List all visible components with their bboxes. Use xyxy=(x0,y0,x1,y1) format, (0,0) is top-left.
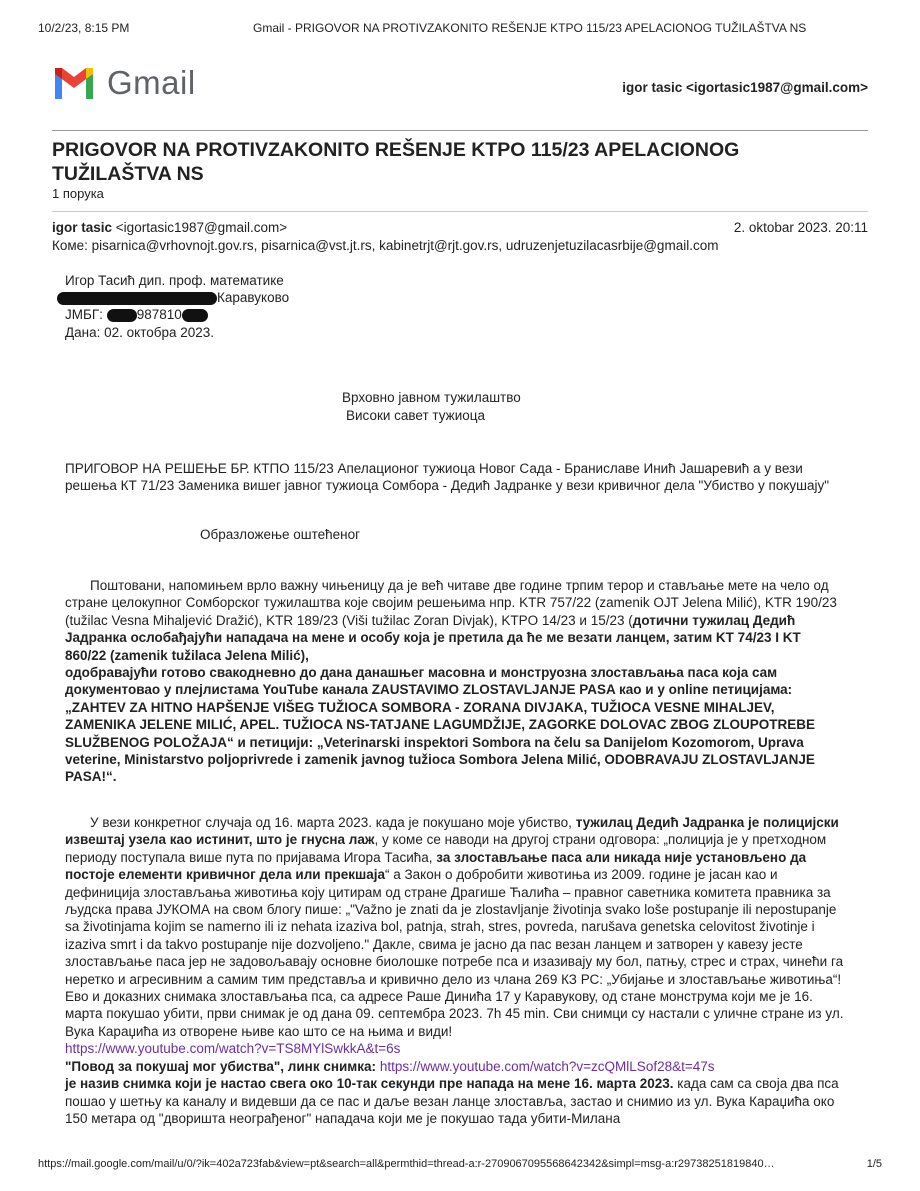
p2-text-c: , у коме се наводи на другој страни одговора: „полиција је у претходном периоду поступала више пута по пријавама Игора Тасића, xyxy=(65,832,827,865)
message-date: 2. oktobar 2023. 20:11 xyxy=(733,220,868,235)
recipients-line: Коме: pisarnica@vrhovnojt.gov.rs, pisarnica@vst.jt.rs, kabinetrjt@rjt.gov.rs, udruzenjetuzilacasrbije@gmail.com xyxy=(52,238,719,253)
youtube-link-1[interactable]: https://www.youtube.com/watch?v=TS8MYlSwkkA&t=6s xyxy=(65,1041,401,1057)
message-divider xyxy=(52,211,868,212)
print-date: 10/2/23, 8:15 PM xyxy=(38,21,130,35)
p2-text-a: У вези конкретног случаја од 16. марта 2023. када је покушано моје убиство, xyxy=(90,815,576,830)
p2-bold-b: тужилац Дедић Јадранка је полицијски извештај узела као истинит, што је гнусна лаж xyxy=(65,815,839,848)
p2-bold-h: је назив снимка који је настао свега око 10-так секунди пре напада на мене 16. марта 2023. xyxy=(65,1076,674,1092)
p1-bold-2: одобравајући готово свакодневно до дана данашњег масовна и монструозна злостављања паса која сам документовао у плејлистама YouTube канала ZAUSTAVIMO ZLOSTAVLJANJE PASA као и у online петицијама: „ZAHTEV ZA HITNO HAPŠENJE VIŠEG TUŽIOCA SOMBORA - ZORANA DIVJAKA, TUŽIOCA VESNE MIHALJEV, ZAMENIKA JELENE MILIĆ, APEL. TUŽIOCA NS-TATJANE LAGUMDŽIJE, ZAGORKE DOLOVAC ZBOG ZLOUPOTREBE SLUŽBENOG POLOŽAJA“ и петицији: „Veterinarski inspektori Sombora na čelu sa Danijelom Kozomorom, Uprava veterine, Ministarstvo poljoprivrede i zamenik javnog tužioca Sombora Jelena Milić, ODOBRAVAJU ZLOSTAVLJANJE PASA!“. xyxy=(65,665,816,785)
sender-date: Дана: 02. октобра 2023. xyxy=(65,324,215,340)
subject-line-1: PRIGOVOR NA PROTIVZAKONITO REŠENJE KTPO 115/23 APELACIONOG xyxy=(52,139,740,161)
print-page-number: 1/5 xyxy=(866,1158,882,1170)
recipient-line-2: Високи савет тужиоца xyxy=(346,408,485,423)
prigovor-heading: ПРИГОВОР НА РЕШЕЊЕ БР. КТПО 115/23 Апелационог тужиоца Новог Сада - Браниславе Инић Јашаревић а у вези решења КТ 71/23 Заменика вишег јавног тужиоца Сомбора - Дедић Јадранке у вези кривичног дела "Убиство у покушају" xyxy=(65,461,830,494)
redaction-mark xyxy=(57,292,217,305)
youtube-link-2[interactable]: https://www.youtube.com/watch?v=zcQMlLSof28&t=47s xyxy=(379,1058,715,1074)
gmail-logo xyxy=(52,64,196,106)
sender-jmbg xyxy=(65,306,845,323)
p1-bold: дотични тужилац Дедић Јадранка ослобађајући нападача на мене и особу која је претила да ће ме везати ланцем, затим KT 74/23 I KT 860/22 (zamenik tužilaca Jelena Milić), xyxy=(65,612,801,663)
sender-email: <igortasic1987@gmail.com> xyxy=(115,220,288,235)
paragraph-1 xyxy=(65,577,845,786)
sender-block xyxy=(65,272,845,341)
gmail-m-icon xyxy=(52,66,96,100)
p2-text-f: Ево и доказних снимака злостављања пса, са адресе Раше Динића 17 у Каравукову, од стане монструма који ме је 16. марта покушао убити, први снимак је од дана 09. септембра 2023. 7h 45 min. Сви снимци су настали с уличне стране из ул. Вука Караџића из отворене њиве као што се на њима и види! xyxy=(65,989,844,1039)
p2-bold-g: "Повод за покушај мог убиства", линк снимка: xyxy=(65,1058,377,1074)
jmbg-visible: 987810 xyxy=(136,307,182,323)
sender-town: Каравуково xyxy=(217,290,290,306)
sender xyxy=(52,220,287,235)
jmbg-label: ЈМБГ: xyxy=(65,307,103,323)
p2-text-e: “ а Закон о добробити животиња из 2009. године је јасан као и дефиниција злостављања животиња коју цитирам од стране Драгише Ћалића – правног саветника комитета правника за људска права ЈУКОМА на свом блогу пише: „"Važno je znati da je zlostavljanje životinja svako loše postupanje ili nepostupanje sa životinjama kojim se namerno ili iz nehata izaziva bol, patnja, strah, stres, povreda, narušava genetska celovitost životinje i izaziva smrt i da takvo postupanje nije dozvoljeno." Дакле, свима је јасно да пас везан ланцем и затворен у кавезу јесте злостављање паса јер не задовољавају основне биолошке потребе пса и изазивају му бол, патњу, стрес и страх, чинећи га неретко и агресивним а самим тим представља и кривично дело из члана 269 КЗ РС: „Убијање и злостављање животиња“! xyxy=(65,867,844,987)
subject-line-2: TUŽILAŠTVA NS xyxy=(52,163,204,185)
p2-bold-d: за злостављање паса али никада није установљено да постоје елементи кривичног дела или прекшаја xyxy=(65,849,807,883)
paragraph-2 xyxy=(65,814,845,1127)
print-title: Gmail - PRIGOVOR NA PROTIVZAKONITO REŠENJE KTPO 115/23 APELACIONOG TUŽILAŠTVA NS xyxy=(253,21,807,35)
gmail-wordmark: Gmail xyxy=(107,64,196,101)
redaction-mark xyxy=(107,309,137,322)
account-label: igor tasic <igortasic1987@gmail.com> xyxy=(622,80,868,95)
p1-text: Поштовани, напомињем врло важну чињеницу да је већ читаве две године трпим терор и стављање мете на чело од стране целокупног Сомборског тужилаштва које својим решењима нпр. KTR 757/22 (zamenik OJT Jelena Milić), KTR 190/23 (tužilac Vesna Mihaljević Dražić), KTR 189/23 (Viši tužilac Zoran Divjak), KTPO 14/23 и 15/23 ( xyxy=(65,578,837,628)
header-divider xyxy=(52,130,868,131)
redaction-mark xyxy=(182,309,208,322)
sender-name: igor tasic xyxy=(52,220,113,235)
obrazlozenje-heading: Образложење оштећеног xyxy=(200,527,361,542)
subject-title xyxy=(52,138,852,186)
p2-text-h: када сам са своја два пса пошао у шетњу ка каналу и видевши да се пас и даље везан ланце злоставља, застао и снимио из ул. Вука Караџића око 150 метара од "дворишта неограђеног" нападача који ме је покушао тада убити-Милана xyxy=(65,1076,839,1126)
print-footer-url: https://mail.google.com/mail/u/0/?ik=402a723fab&view=pt&search=all&permthid=thread-a:r-2709067095568642342&simpl=msg-a:r29738251819840… xyxy=(38,1158,775,1170)
message-count: 1 порука xyxy=(52,186,104,201)
sender-line-1: Игор Тасић дип. проф. математике xyxy=(65,273,284,288)
recipient-line-1: Врховно јавном тужилаштво xyxy=(342,390,521,405)
sender-line-2 xyxy=(65,289,845,306)
